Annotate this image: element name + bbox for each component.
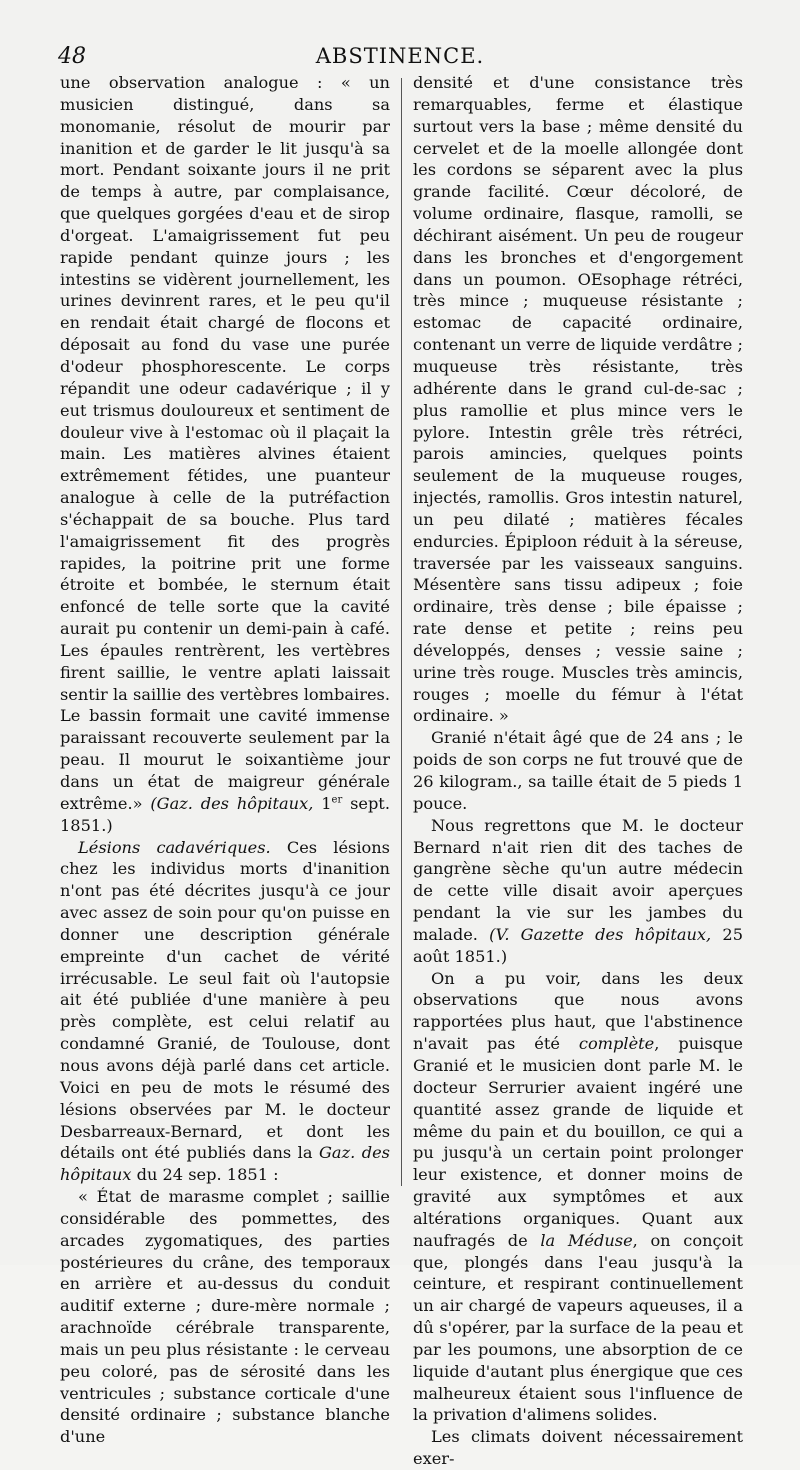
emphasis-meduse: la Méduse	[540, 1230, 633, 1250]
lesions-text-end: du 24 sep. 1851 :	[136, 1165, 279, 1185]
paragraph-lesions	[60, 837, 390, 1187]
citation-day: 1	[321, 793, 332, 813]
paragraph-climates: Les climats doivent nécessairement exer-	[413, 1427, 743, 1469]
left-column	[60, 72, 390, 1448]
paragraph-regret	[413, 815, 743, 968]
paragraph-musician-observation	[60, 72, 390, 837]
section-heading-lesions: Lésions cadavériques.	[78, 837, 271, 857]
citation-date: sept. 1851.)	[60, 793, 390, 835]
page-number: 48	[58, 44, 86, 69]
citation-date-2: 25 août 1851.)	[413, 924, 743, 966]
paragraph-autopsy: « État de marasme complet ; saillie considérable des pommettes, des arcades zygomatiques, des parties postérieures du crâne, des temporaux en arrière et au-dessus du conduit auditif externe ; dure-mère normale ; arachnoïde cérébrale transparente, mais un peu plus résistante : le cerveau peu coloré, pas de sérosité dans les ventricules ; substance corticale d'une densité ordinaire ; substance blanche d'une	[60, 1187, 390, 1447]
column-divider	[401, 78, 402, 1186]
paragraph-abstinence	[413, 968, 743, 1427]
right-column	[413, 72, 743, 1470]
running-title: ABSTINENCE.	[315, 44, 485, 68]
regret-text: Nous regrettons que M. le docteur Bernard n'ait rien dit des taches de gangrène sèche qu'un autre médecin de cette ville disait avoir aperçues pendant la vie sur les jambes du malade.	[413, 815, 743, 944]
citation-gazette-2: (V. Gazette des hôpitaux,	[489, 924, 712, 944]
citation-gazette: (Gaz. des hôpitaux,	[150, 793, 314, 813]
abstinence-text-b: , puisque Granié et le musicien dont parle M. le docteur Serrurier avaient ingéré une quantité assez grande de liquide et même du pain et du bouillon, ce qui a pu jusqu'à un certain point prolonger leur existence, et donner moins de gravité aux symptômes et aux altérations organiques. Quant aux naufragés de	[413, 1034, 743, 1250]
citation-day-sup: er	[331, 794, 343, 806]
abstinence-text-a: On a pu voir, dans les deux observations que nous avons rapportées plus haut, que l'abstinence n'avait pas été	[413, 968, 743, 1054]
emphasis-complete: complète	[578, 1034, 655, 1054]
lesions-text: Ces lésions chez les individus morts d'inanition n'ont pas été décrites jusqu'à ce jour avec assez de soin pour qu'on puisse en donner une description générale empreinte d'un cachet de vérité irrécusable. Le seul fait où l'autopsie ait été publiée d'une manière à peu près complète, est celui relatif au condamné Granié, de Toulouse, dont nous avons déjà parlé dans cet article. Voici en peu de mots le résumé des lésions observées par M. le docteur Desbarreaux-Bernard, et dont les détails ont été publiés dans la	[60, 837, 390, 1163]
abstinence-text-c: , on conçoit que, plongés dans l'eau jusqu'à la ceinture, et respirant continuellement un air chargé de vapeurs aqueuses, il a dû s'opérer, par la surface de la peau et par les poumons, une absorption de ce liquide d'autant plus énergique que ces malheureux étaient sous l'influence de la privation d'alimens solides.	[413, 1230, 743, 1425]
journal-title: Gaz. des hôpitaux	[60, 1143, 390, 1185]
paragraph-autopsy-cont: densité et d'une consistance très remarquables, ferme et élastique surtout vers la base ; même densité du cervelet et de la moelle allongée dont les cordons se séparent avec la plus grande facilité. Cœur décoloré, de volume ordinaire, flasque, ramolli, se déchirant aisément. Un peu de rougeur dans les bronches et d'engorgement dans un poumon. OEsophage rétréci, très mince ; muqueuse résistante ; estomac de capacité ordinaire, contenant un verre de liquide verdâtre ; muqueuse très résistante, très adhérente dans le grand cul-de-sac ; plus ramollie et plus mince vers le pylore. Intestin grêle très rétréci, parois amincies, quelques points seulement de la muqueuse rouges, injectés, ramollis. Gros intestin naturel, un peu dilaté ; matières fécales endurcies. Épiploon réduit à la séreuse, traversée par les vaisseaux sanguins. Mésentère sans tissu adipeux ; foie ordinaire, très dense ; bile épaisse ; rate dense et petite ; reins peu développés, denses ; vessie saine ; urine très rouge. Muscles très amincis, rouges ; moelle du fémur à l'état ordinaire. »	[413, 73, 743, 726]
observation-text: une observation analogue : « un musicien distingué, dans sa monomanie, résolut de mourir par inanition et de garder le lit jusqu'à sa mort. Pendant soixante jours il ne prit de temps à autre, par complaisance, que quelques gorgées d'eau et de sirop d'orgeat. L'amaigrissement fut peu rapide pendant quinze jours ; les intestins se vidèrent journellement, les urines devinrent rares, et le peu qu'il en rendait était chargé de flocons et déposait au fond du vase une purée d'odeur phosphorescente. Le corps répandit une odeur cadavérique ; il y eut trismus douloureux et sentiment de douleur vive à l'estomac où il plaçait la main. Les matières alvines étaient extrêmement fétides, une puanteur analogue à celle de la putréfaction s'échappait de sa bouche. Plus tard l'amaigrissement fit des progrès rapides, la poitrine prit une forme étroite et bombée, le sternum était enfoncé de telle sorte que la cavité aurait pu contenir un demi-pain à café. Les épaules rentrèrent, les vertèbres firent saillie, le ventre aplati laissait sentir la saillie des vertèbres lombaires. Le bassin formait une cavité immense paraissant recouverte seulement par la peau. Il mourut le soixantième jour dans un état de maigreur générale extrême.»	[60, 73, 390, 813]
paragraph-granie-age: Granié n'était âgé que de 24 ans ; le poids de son corps ne fut trouvé que de 26 kilogram., sa taille était de 5 pieds 1 pouce.	[413, 728, 743, 813]
page-header	[58, 44, 742, 74]
